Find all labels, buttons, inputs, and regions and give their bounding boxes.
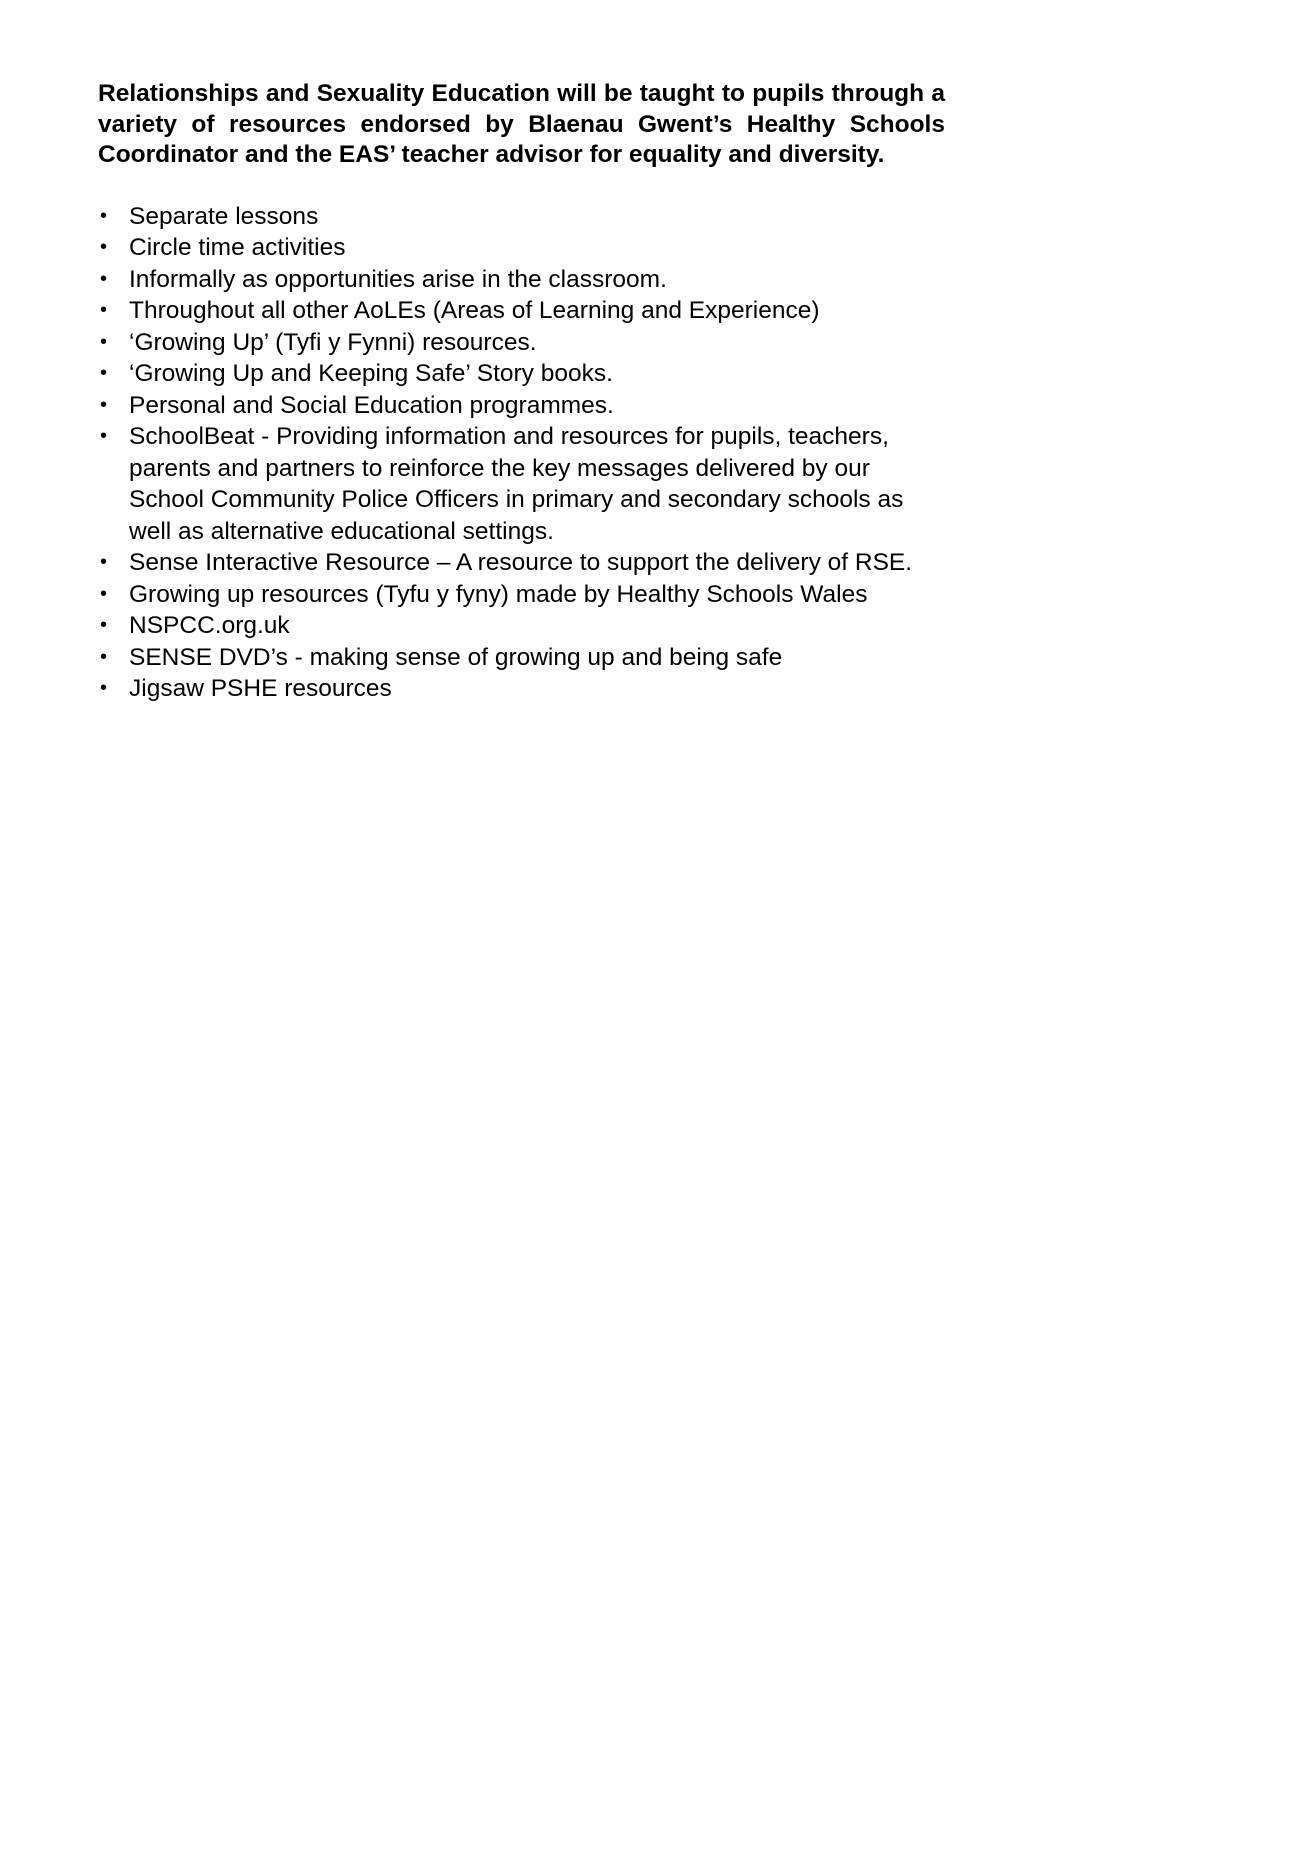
list-item <box>98 421 945 547</box>
intro-paragraph: Relationships and Sexuality Education will be taught to pupils through a variety of resources endorsed by Blaenau Gwent’s Healthy Schools Coordinator and the EAS’ teacher advisor for equality and diversity. <box>98 80 945 168</box>
list-item <box>98 610 945 642</box>
list-item <box>98 295 945 327</box>
list-item <box>98 547 945 579</box>
bullet-icon: • <box>100 330 108 353</box>
list-item-text: Informally as opportunities arise in the classroom. <box>129 265 667 293</box>
bullet-icon: • <box>100 425 108 447</box>
page-content <box>98 79 945 705</box>
bullet-icon: • <box>100 393 108 416</box>
list-item-text: ‘Growing Up’ (Tyfi y Fynni) resources. <box>129 328 537 356</box>
bullet-icon: • <box>100 614 108 636</box>
list-item-text: Throughout all other AoLEs (Areas of Learning and Experience) <box>129 297 820 324</box>
list-item <box>98 642 945 674</box>
list-item-text: Personal and Social Education programmes. <box>129 391 614 419</box>
bullet-icon: • <box>100 362 108 384</box>
list-item <box>98 579 945 611</box>
list-item-text: Sense Interactive Resource – A resource to support the delivery of RSE. <box>129 549 913 576</box>
list-item-text: Circle time activities <box>129 234 346 261</box>
resource-list <box>98 201 945 705</box>
list-item-text: ‘Growing Up and Keeping Safe’ Story books. <box>129 360 613 387</box>
list-item-text: Jigsaw PSHE resources <box>129 675 392 702</box>
list-item <box>98 390 945 422</box>
list-item <box>98 232 945 264</box>
bullet-icon: • <box>100 299 108 321</box>
list-item <box>98 264 945 296</box>
bullet-icon: • <box>100 236 108 258</box>
list-item <box>98 201 945 233</box>
bullet-icon: • <box>100 551 108 573</box>
list-item-text: NSPCC.org.uk <box>129 612 290 639</box>
list-item-text: Separate lessons <box>129 202 319 230</box>
bullet-icon: • <box>100 645 108 668</box>
bullet-icon: • <box>100 677 108 699</box>
list-item <box>98 673 945 705</box>
list-item-text: Growing up resources (Tyfu y fyny) made by Healthy Schools Wales <box>129 580 868 608</box>
bullet-icon: • <box>100 267 108 290</box>
bullet-icon: • <box>100 204 108 227</box>
list-item <box>98 358 945 390</box>
bullet-icon: • <box>100 582 108 605</box>
list-item-text: SchoolBeat - Providing information and resources for pupils, teachers, parents and partners to reinforce the key messages delivered by our School Community Police Officers in primary and secondary schools as well as alternative educational settings. <box>129 423 904 545</box>
list-item-text: SENSE DVD’s - making sense of growing up and being safe <box>129 643 783 671</box>
list-item <box>98 327 945 359</box>
